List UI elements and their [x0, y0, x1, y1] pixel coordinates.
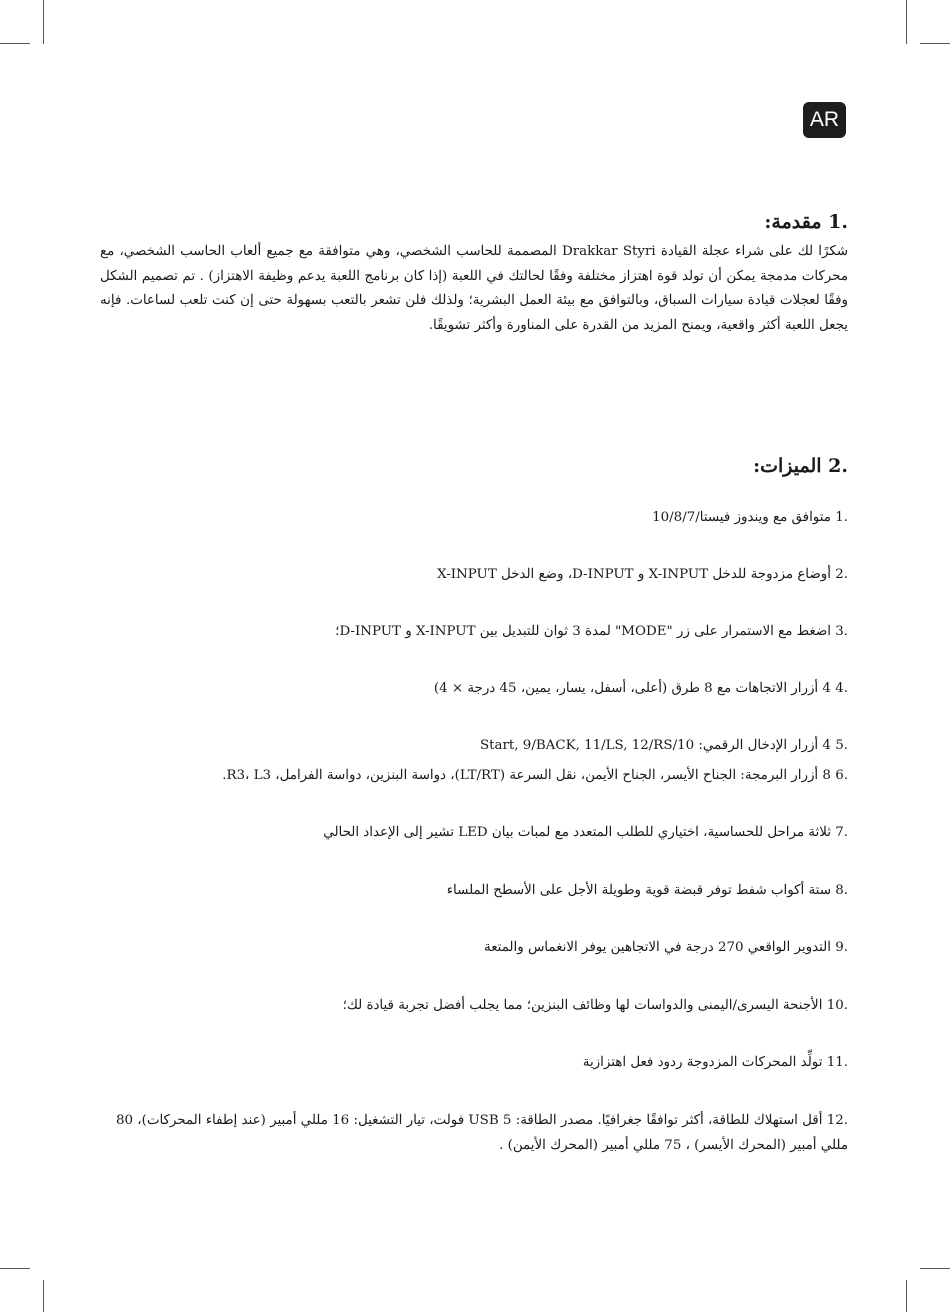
- feature-item: .5 4 أزرار الإدخال الرقمي: Start, 9/BACK, 11/LS, 12/RS/10: [479, 738, 848, 753]
- feature-item: .7 ثلاثة مراحل للحساسية، اختياري للطلب المتعدد مع لمبات بيان LED تشير إلى الإعداد الحالي: [323, 825, 848, 840]
- feature-item: .8 ستة أكواب شفط توفر قبضة قوية وطويلة الأجل على الأسطح الملساء: [446, 883, 848, 898]
- crop-mark: [906, 0, 907, 44]
- crop-mark: [0, 1268, 30, 1269]
- feature-item: .10 الأجنحة اليسرى/اليمنى والدواسات لها وظائف البنزين؛ مما يجلب أفضل تجربة قيادة لك؛: [342, 998, 848, 1013]
- features-heading: .2 الميزات:: [753, 455, 848, 477]
- crop-mark: [906, 1280, 907, 1312]
- feature-item: .1 متوافق مع ويندوز فيستا/10/8/7: [652, 510, 848, 525]
- feature-item: .4 4 أزرار الاتجاهات مع 8 طرق (أعلى، أسفل، يسار، يمين، 45 درجة × 4): [433, 681, 848, 696]
- section-features-header: [100, 452, 848, 480]
- feature-item: .12 أقل استهلاك للطاقة، أكثر توافقًا جغرافيًا. مصدر الطاقة: USB 5 فولت، تيار التشغيل: 16 مللي أمبير (عند إطفاء المحركات)، 80 مللي أمبير (المحرك الأيسر) ، 75 مللي أمبير (المحرك الأيمن) .: [116, 1113, 848, 1153]
- section-introduction: [100, 208, 848, 338]
- crop-mark: [920, 1268, 950, 1269]
- crop-mark: [43, 0, 44, 44]
- feature-item: .9 التدوير الواقعي 270 درجة في الاتجاهين يوفر الانغماس والمتعة: [484, 940, 848, 955]
- feature-item: .2 أوضاع مزدوجة للدخل X-INPUT و D-INPUT، وضع الدخل X-INPUT: [437, 567, 848, 582]
- feature-item: .3 اضغط مع الاستمرار على زر "MODE" لمدة 3 ثوان للتبديل بين X-INPUT و D-INPUT؛: [335, 624, 848, 639]
- crop-mark: [920, 43, 950, 44]
- crop-mark: [43, 1280, 44, 1312]
- language-badge: AR: [803, 102, 846, 138]
- feature-item: .11 تولِّد المحركات المزدوجة ردود فعل اهتزازية: [582, 1055, 848, 1070]
- crop-mark: [0, 43, 30, 44]
- feature-item: .6 8 أزرار البرمجة: الجناح الأيسر، الجناح الأيمن، نقل السرعة (LT/RT)، دواسة البنزين، دواسة الفرامل، R3، L3.: [222, 768, 848, 783]
- introduction-heading: .1 مقدمة:: [764, 211, 848, 233]
- introduction-text: شكرًا لك على شراء عجلة القيادة Drakkar Styri المصممة للحاسب الشخصي، وهي متوافقة مع جميع ألعاب الحاسب الشخصي، مع محركات مدمجة يمكن أن تولد قوة اهتزاز مختلفة وفقًا لحالتك في اللعبة (إذا كان برنامج اللعبة يدعم وظيفة الاهتزاز) . تم تصميم الشكل وفقًا لعجلات قيادة سيارات السباق، وبالتوافق مع بيئة العمل البشرية؛ ولذلك فلن تشعر بالتعب بسهولة حتى إن كنت تلعب لساعات. فإنه يجعل اللعبة أكثر واقعية، ويمنح المزيد من القدرة على المناورة وأكثر تشويقًا.: [100, 244, 849, 333]
